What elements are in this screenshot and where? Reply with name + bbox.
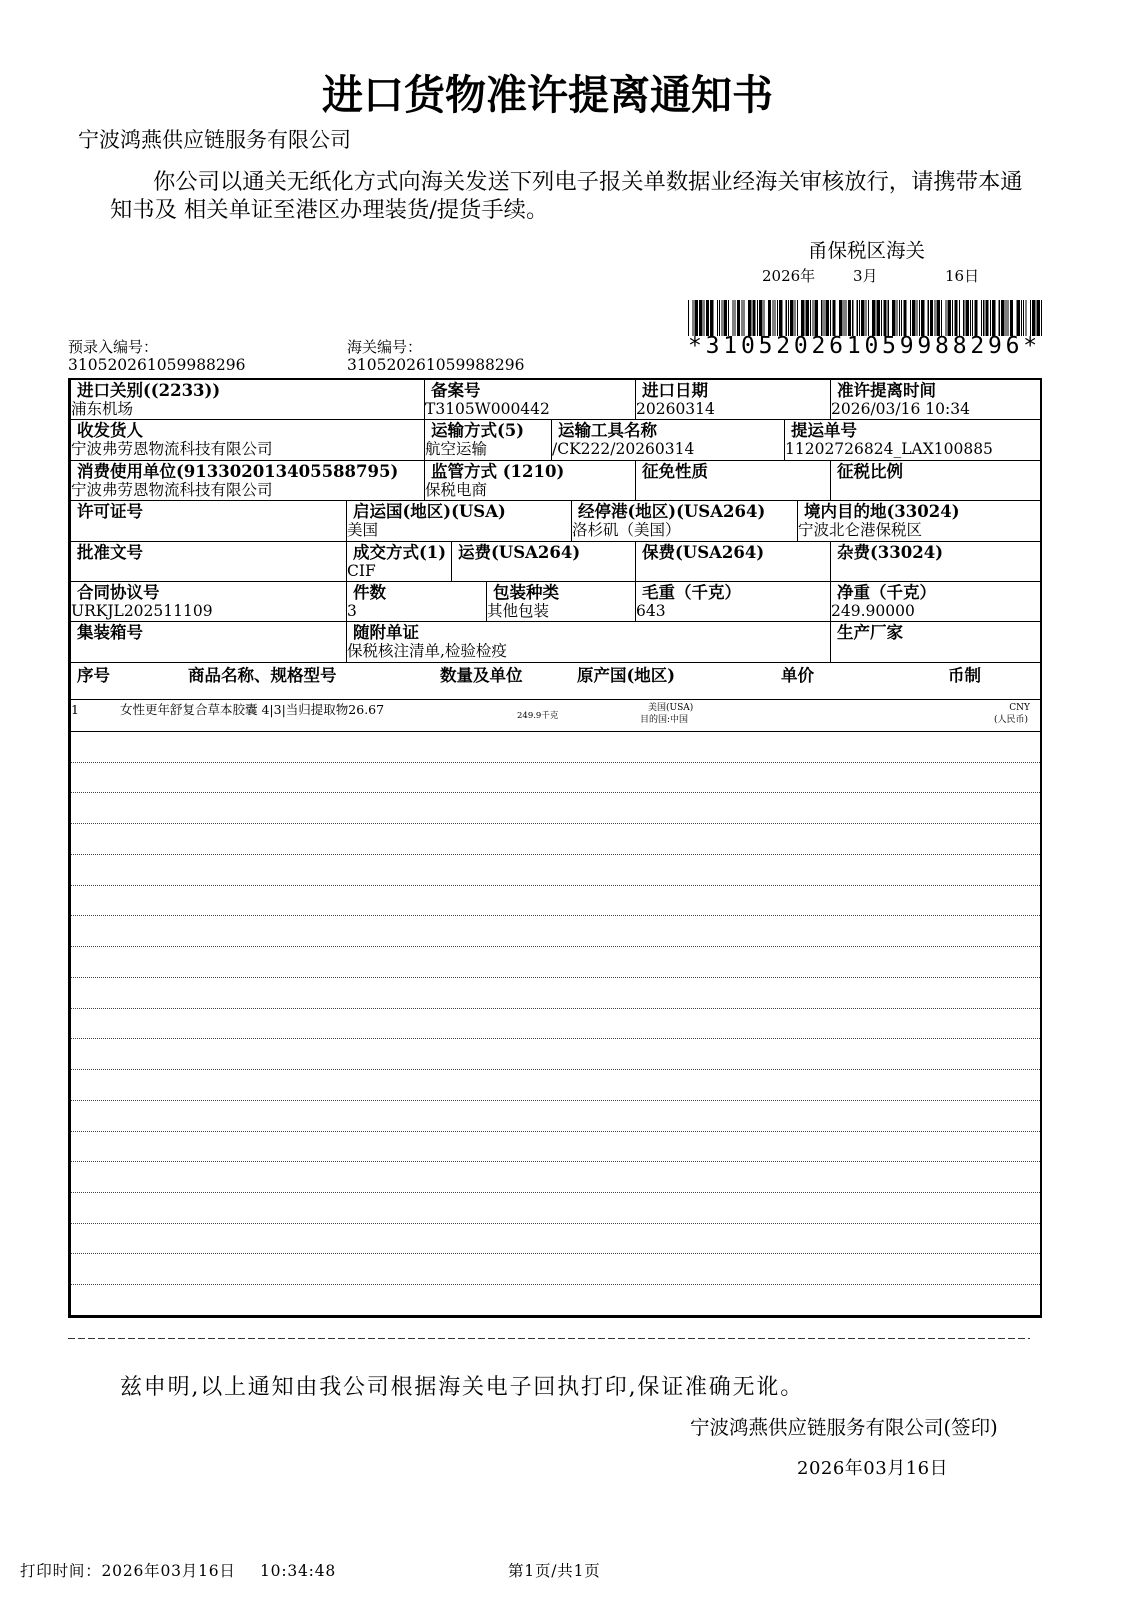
tax-ratio-cell: [831, 461, 1040, 500]
barcode-bar: [692, 300, 693, 336]
barcode-bar: [695, 300, 698, 336]
barcode-bar: [877, 300, 880, 336]
blank-row: [71, 1254, 1040, 1285]
consignee-label: 收发货人: [77, 421, 143, 440]
contract-no-label: 合同协议号: [77, 583, 160, 602]
barcode-bar: [839, 300, 842, 336]
net-weight-label: 净重（千克）: [837, 583, 936, 602]
issue-date-month: 3月: [853, 267, 878, 285]
barcode-bar: [872, 300, 875, 336]
barcode-bar: [735, 300, 736, 336]
attached-docs-cell: [347, 622, 831, 662]
barcode-bar: [699, 300, 702, 336]
barcode-bar: [921, 300, 924, 336]
barcode-bar: [930, 300, 933, 336]
barcode-bar: [934, 300, 935, 336]
barcode-bar: [992, 300, 995, 336]
supervision-mode-label: 监管方式 (1210): [431, 462, 565, 481]
barcode-bar: [1021, 300, 1022, 336]
form-row: [71, 380, 1040, 420]
transit-port-label: 经停港(地区)(USA264): [578, 502, 766, 521]
transport-mode-value: 航空运输: [425, 440, 488, 458]
barcode-bar: [763, 300, 764, 336]
barcode-bar: [990, 300, 991, 336]
barcode-bar: [868, 300, 869, 336]
barcode-bar: [903, 300, 906, 336]
notice-line-2: 知书及 相关单证至港区办理装货/提货手续。: [110, 197, 549, 223]
consumer-unit-label: 消费使用单位(913302013405588795): [77, 462, 399, 481]
separator-line: [68, 1338, 1030, 1339]
blank-row: [71, 1132, 1040, 1163]
goods-blank-area: [71, 732, 1040, 1315]
release-time-cell: [831, 380, 1040, 419]
barcode-bar: [846, 300, 847, 336]
contract-no-cell: [71, 582, 347, 621]
form-row: [71, 622, 1040, 663]
blank-row: [71, 1039, 1040, 1070]
barcode-bar: [1008, 300, 1009, 336]
form-row: [71, 501, 1040, 542]
barcode-bar: [823, 300, 824, 336]
barcode-bar: [985, 300, 988, 336]
bill-of-lading-label: 提运单号: [791, 421, 857, 440]
item-quantity: 249.9千克: [517, 711, 559, 721]
barcode-bar: [797, 300, 798, 336]
barcode-bar: [737, 300, 740, 336]
column-header-currency: 币制: [948, 666, 981, 685]
blank-row: [71, 824, 1040, 855]
container-no-cell: [71, 622, 347, 662]
barcode-bar: [815, 300, 818, 336]
import-date-label: 进口日期: [642, 381, 708, 400]
release-time-value: 2026/03/16 10:34: [831, 400, 970, 418]
supervision-mode-cell: [425, 461, 636, 500]
approval-no-label: 批准文号: [77, 543, 143, 562]
domestic-destination-cell: [798, 501, 1040, 541]
barcode-bar: [1023, 300, 1024, 336]
conveyance-name-label: 运输工具名称: [558, 421, 657, 440]
barcode-bar: [821, 300, 822, 336]
misc-fees-label: 杂费(33024): [837, 543, 944, 562]
item-name: 女性更年舒复合草本胶囊 4|3|当归提取物26.67: [120, 702, 385, 717]
barcode-bar: [919, 300, 920, 336]
barcode-bar: [710, 300, 713, 336]
blank-row: [71, 763, 1040, 794]
column-header-origin: 原产国(地区): [577, 666, 676, 685]
barcode-bar: [897, 300, 898, 336]
barcode-bar: [910, 300, 911, 336]
customs-no-label: 海关编号：: [347, 338, 423, 356]
barcode-bar: [775, 300, 776, 336]
consignee-cell: [71, 420, 425, 460]
barcode-bar: [941, 300, 942, 336]
attached-docs-value: 保税核注清单,检验检疫: [347, 642, 507, 660]
barcode-bar: [999, 300, 1000, 336]
departure-country-cell: [347, 501, 572, 541]
barcode-bar: [965, 300, 968, 336]
barcode-bar: [752, 300, 755, 336]
pre-entry-no-label: 预录入编号：: [68, 338, 159, 356]
barcode-bar: [888, 300, 889, 336]
item-destination: 目的国:中国: [640, 715, 689, 725]
barcode-bar: [724, 300, 727, 336]
barcode-bar: [983, 300, 984, 336]
barcode-bar: [912, 300, 915, 336]
barcode-bar: [759, 300, 762, 336]
goods-table-header: [71, 663, 1040, 700]
barcode-bar: [948, 300, 951, 336]
barcode-bar: [810, 300, 811, 336]
barcode-bar: [974, 300, 977, 336]
barcode-bar: [859, 300, 860, 336]
insurance-cell: [636, 542, 831, 581]
blank-row: [71, 947, 1040, 978]
net-weight-value: 249.90000: [831, 602, 915, 620]
conveyance-name-cell: [552, 420, 785, 460]
barcode: [688, 300, 1042, 336]
barcode-bar: [970, 300, 971, 336]
barcode-bar: [706, 300, 709, 336]
barcode-bar: [719, 300, 720, 336]
item-origin: 美国(USA): [648, 703, 694, 713]
barcode-bar: [801, 300, 804, 336]
import-date-cell: [636, 380, 831, 419]
barcode-bar: [795, 300, 796, 336]
barcode-bar: [963, 300, 964, 336]
transport-mode-label: 运输方式(5): [431, 421, 525, 440]
package-type-value: 其他包装: [487, 602, 550, 620]
barcode-bar: [721, 300, 722, 336]
supervision-mode-value: 保税电商: [425, 481, 488, 499]
barcode-bar: [832, 300, 835, 336]
barcode-bar: [688, 300, 689, 336]
barcode-bar: [1001, 300, 1004, 336]
recipient-company: 宁波鸿燕供应链服务有限公司: [78, 128, 351, 152]
container-no-label: 集装箱号: [77, 623, 143, 642]
blank-row: [71, 793, 1040, 824]
barcode-bar: [1036, 300, 1039, 336]
barcode-bar: [928, 300, 929, 336]
barcode-bar: [892, 300, 895, 336]
release-time-label: 准许提离时间: [837, 381, 936, 400]
barcode-bar: [1030, 300, 1031, 336]
import-date-value: 20260314: [636, 400, 715, 418]
package-type-label: 包装种类: [493, 583, 559, 602]
form-row: [71, 461, 1040, 501]
item-currency-code: CNY: [1009, 703, 1030, 713]
barcode-bar: [852, 300, 853, 336]
net-weight-cell: [831, 582, 1040, 621]
barcode-bar: [728, 300, 729, 336]
barcode-bar: [981, 300, 982, 336]
record-no-value: T3105W000442: [425, 400, 550, 418]
declaration-form: [68, 378, 1042, 1318]
form-row: [71, 420, 1040, 461]
consignee-value: 宁波弗劳恩物流科技有限公司: [71, 440, 273, 458]
blank-row: [71, 1101, 1040, 1132]
barcode-bar: [741, 300, 742, 336]
barcode-bar: [937, 300, 940, 336]
barcode-bar: [861, 300, 864, 336]
bill-of-lading-value: 11202726824_LAX100885: [785, 440, 993, 458]
barcode-bar: [959, 300, 960, 336]
barcode-bar: [1032, 300, 1035, 336]
barcode-bar: [954, 300, 957, 336]
package-type-cell: [487, 582, 636, 621]
sign-date: 2026年03月16日: [797, 1458, 949, 1479]
transaction-mode-label: 成交方式(1): [353, 543, 447, 562]
barcode-bar: [1016, 300, 1019, 336]
item-currency-name: (人民币): [993, 715, 1028, 725]
conveyance-name-value: /CK222/20260314: [552, 440, 695, 458]
import-port-value: 浦东机场: [71, 400, 134, 418]
barcode-bar: [768, 300, 771, 336]
barcode-bar: [857, 300, 858, 336]
print-date: 打印时间：2026年03月16日: [20, 1562, 236, 1580]
barcode-bar: [901, 300, 902, 336]
package-count-cell: [347, 582, 487, 621]
blank-row: [71, 1070, 1040, 1101]
column-header-quantity: 数量及单位: [440, 666, 523, 685]
blank-row: [71, 1162, 1040, 1193]
bill-of-lading-cell: [785, 420, 1040, 460]
blank-row: [71, 1285, 1040, 1315]
barcode-bar: [945, 300, 946, 336]
column-header-unit-price: 单价: [781, 666, 814, 685]
gross-weight-label: 毛重（千克）: [642, 583, 741, 602]
departure-country-value: 美国: [347, 521, 379, 539]
blank-row: [71, 978, 1040, 1009]
barcode-bar: [972, 300, 973, 336]
manufacturer-cell: [831, 622, 1040, 662]
barcode-bar: [717, 300, 718, 336]
page-number: 第1页/共1页: [508, 1562, 601, 1580]
barcode-bar: [748, 300, 751, 336]
barcode-bar: [848, 300, 851, 336]
package-count-label: 件数: [353, 583, 386, 602]
barcode-bar: [883, 300, 886, 336]
barcode-bar: [788, 300, 789, 336]
barcode-bar: [777, 300, 778, 336]
item-seq: 1: [71, 702, 79, 717]
barcode-bar: [790, 300, 793, 336]
license-no-cell: [71, 501, 347, 541]
freight-cell: [452, 542, 636, 581]
blank-row: [71, 1009, 1040, 1040]
column-header-name: 商品名称、规格型号: [188, 666, 337, 685]
blank-row: [71, 855, 1040, 886]
barcode-bar: [899, 300, 900, 336]
barcode-bar: [843, 300, 844, 336]
signatory: 宁波鸿燕供应链服务有限公司(签印): [690, 1416, 998, 1439]
blank-row: [71, 886, 1040, 917]
manufacturer-label: 生产厂家: [837, 623, 903, 642]
transaction-mode-value: CIF: [347, 562, 376, 580]
table-row: [71, 700, 1040, 732]
exemption-nature-cell: [636, 461, 831, 500]
print-time: 10:34:48: [260, 1562, 337, 1580]
transaction-mode-cell: [347, 542, 452, 581]
license-no-label: 许可证号: [77, 502, 143, 521]
form-row: [71, 542, 1040, 582]
barcode-bar: [757, 300, 758, 336]
tax-ratio-label: 征税比例: [837, 462, 903, 481]
gross-weight-value: 643: [636, 602, 666, 620]
barcode-bar: [806, 300, 809, 336]
issue-date-day: 16日: [945, 267, 980, 285]
freight-label: 运费(USA264): [458, 543, 581, 562]
blank-row: [71, 732, 1040, 763]
column-header-seq: 序号: [77, 666, 110, 685]
barcode-text: *310520261059988296*: [688, 333, 1041, 359]
barcode-bar: [1025, 300, 1026, 336]
barcode-bar: [772, 300, 773, 336]
import-port-cell: [71, 380, 425, 419]
barcode-bar: [732, 300, 733, 336]
consumer-unit-cell: [71, 461, 425, 500]
contract-no-value: URKJL202511109: [71, 602, 213, 620]
barcode-bar: [1010, 300, 1013, 336]
exemption-nature-label: 征免性质: [642, 462, 708, 481]
package-count-value: 3: [347, 602, 357, 620]
attached-docs-label: 随附单证: [353, 623, 419, 642]
record-no-label: 备案号: [431, 381, 481, 400]
barcode-bar: [779, 300, 782, 336]
gross-weight-cell: [636, 582, 831, 621]
domestic-destination-value: 宁波北仑港保税区: [798, 521, 923, 539]
barcode-bar: [704, 300, 705, 336]
barcode-bar: [881, 300, 882, 336]
barcode-bar: [830, 300, 831, 336]
blank-row: [71, 916, 1040, 947]
customs-no-value: 310520261059988296: [347, 356, 525, 374]
barcode-bar: [786, 300, 787, 336]
transport-mode-cell: [425, 420, 552, 460]
statement-text: 兹申明,以上通知由我公司根据海关电子回执打印,保证准确无讹。: [120, 1375, 804, 1400]
insurance-label: 保费(USA264): [642, 543, 765, 562]
barcode-bar: [812, 300, 813, 336]
blank-row: [71, 1224, 1040, 1255]
domestic-destination-label: 境内目的地(33024): [804, 502, 960, 521]
transit-port-cell: [572, 501, 798, 541]
barcode-bar: [917, 300, 918, 336]
notice-line-1: 你公司以通关无纸化方式向海关发送下列电子报关单数据业经海关审核放行，请携带本通: [153, 169, 1023, 195]
issuing-customs: 甬保税区海关: [808, 239, 926, 262]
barcode-bar: [866, 300, 867, 336]
import-port-label: 进口关别((2233)): [77, 381, 221, 400]
barcode-bar: [826, 300, 829, 336]
pre-entry-no-value: 310520261059988296: [68, 356, 246, 374]
consumer-unit-value: 宁波弗劳恩物流科技有限公司: [71, 481, 273, 499]
barcode-bar: [1041, 300, 1042, 336]
transit-port-value: 洛杉矶（美国）: [572, 521, 681, 539]
blank-row: [71, 1193, 1040, 1224]
departure-country-label: 启运国(地区)(USA): [353, 502, 506, 521]
document-title: 进口货物准许提离通知书: [322, 71, 773, 119]
barcode-bar: [1005, 300, 1006, 336]
record-no-cell: [425, 380, 636, 419]
approval-no-cell: [71, 542, 347, 581]
issue-date-year: 2026年: [762, 267, 816, 285]
barcode-bar: [743, 300, 744, 336]
barcode-bar: [952, 300, 953, 336]
misc-fees-cell: [831, 542, 1040, 581]
form-row: [71, 582, 1040, 622]
